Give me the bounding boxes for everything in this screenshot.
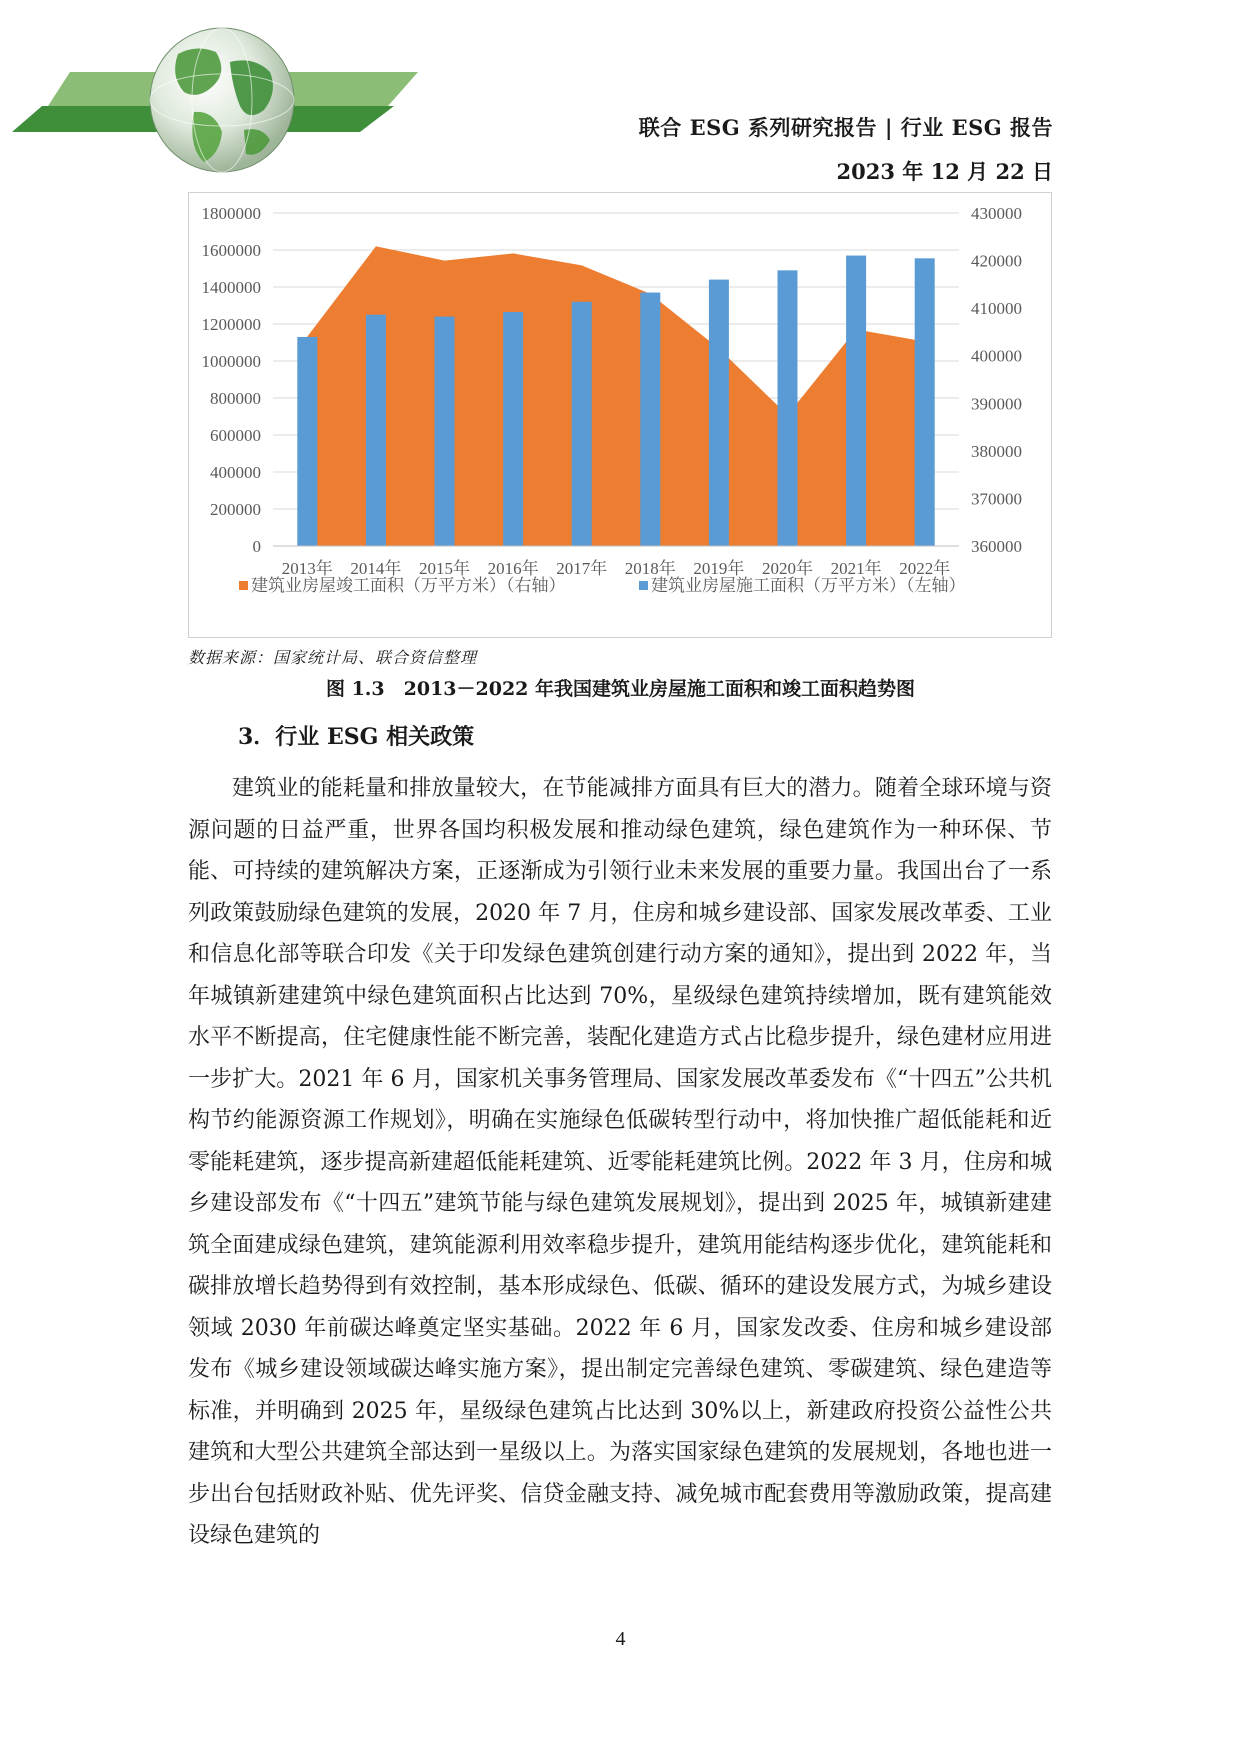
legend-label-completed: 建筑业房屋竣工面积（万平方米）（右轴）	[251, 576, 566, 595]
bar-2020年	[778, 270, 798, 546]
company-logo	[8, 14, 458, 214]
x-tick-label: 2015年	[419, 559, 470, 578]
x-tick-label: 2017年	[556, 559, 608, 578]
x-tick-label: 2022年	[899, 559, 951, 578]
y-left-tick-label: 600000	[210, 426, 261, 445]
y-right-tick-label: 390000	[971, 394, 1022, 414]
y-right-tick-label: 430000	[971, 204, 1022, 223]
bar-2019年	[709, 280, 729, 546]
area-series-completed	[307, 246, 924, 546]
y-left-tick-label: 1200000	[201, 315, 261, 334]
y-left-tick-label: 1600000	[201, 241, 261, 260]
y-right-tick-label: 360000	[971, 537, 1022, 556]
x-tick-label: 2021年	[830, 559, 882, 578]
bar-2017年	[572, 302, 592, 546]
y-left-tick-label: 1800000	[201, 204, 261, 223]
y-right-tick-label: 400000	[971, 346, 1022, 366]
y-left-tick-label: 200000	[210, 500, 261, 519]
bar-2015年	[435, 317, 455, 546]
y-right-tick-label: 420000	[971, 251, 1022, 271]
y-left-tick-label: 0	[252, 537, 261, 556]
section-heading: 3．行业 ESG 相关政策	[238, 724, 475, 750]
report-date: 2023 年 12 月 22 日	[836, 159, 1053, 184]
bar-2021年	[846, 256, 866, 546]
y-right-tick-label: 410000	[971, 299, 1022, 319]
globe-icon	[150, 28, 294, 172]
y-left-tick-label: 400000	[210, 463, 261, 482]
legend-swatch-completed	[239, 581, 248, 590]
figure-caption: 图 1.3 2013－2022 年我国建筑业房屋施工面积和竣工面积趋势图	[325, 678, 916, 700]
bar-2014年	[366, 315, 386, 546]
chart-container	[188, 192, 1052, 638]
x-tick-label: 2018年	[624, 559, 676, 578]
y-right-tick-label: 380000	[971, 441, 1022, 461]
bar-2016年	[503, 312, 523, 546]
x-tick-label: 2019年	[693, 559, 745, 578]
legend-label-construction: 建筑业房屋施工面积（万平方米）（左轴）	[651, 576, 966, 595]
y-left-tick-label: 1000000	[201, 352, 261, 371]
bar-2013年	[297, 337, 317, 546]
legend-swatch-construction	[639, 581, 648, 590]
y-left-tick-label: 1400000	[201, 278, 261, 297]
combo-chart	[189, 193, 1051, 637]
x-tick-label: 2013年	[281, 559, 333, 578]
x-tick-label: 2016年	[487, 559, 539, 578]
source-note: 数据来源：国家统计局、联合资信整理	[188, 648, 478, 667]
report-series-title: 联合 ESG 系列研究报告 | 行业 ESG 报告	[638, 115, 1053, 140]
bar-2022年	[915, 258, 935, 546]
bar-2018年	[640, 293, 660, 546]
y-left-tick-label: 800000	[210, 389, 261, 408]
x-tick-label: 2020年	[762, 559, 813, 578]
x-tick-label: 2014年	[350, 559, 402, 578]
y-right-tick-label: 370000	[971, 489, 1022, 509]
page-number: 4	[615, 1628, 626, 1650]
body-paragraph: 建筑业的能耗量和排放量较大，在节能减排方面具有巨大的潜力。随着全球环境与资源问题的日益严重，世界各国均积极发展和推动绿色建筑，绿色建筑作为一种环保、节能、可持续的建筑解决方案，正逐渐成为引领行业未来发展的重要力量。我国出台了一系列政策鼓励绿色建筑的发展，2020 年 7 月，住房和城乡建设部、国家发展改革委、工业和信息化部等联合印发《关于印发绿色建筑创建行动方案的通知》，提出到 2022 年，当年城镇新建建筑中绿色建筑面积占比达到 70%，星级绿色建筑持续增加，既有建筑能效水平不断提高，住宅健康性能不断完善，装配化建造方式占比稳步提升，绿色建材应用进一步扩大。2021 年 6 月，国家机关事务管理局、国家发展改革委发布《“十四五”公共机构节约能源资源工作规划》，明确在实施绿色低碳转型行动中，将加快推广超低能耗和近零能耗建筑，逐步提高新建超低能耗建筑、近零能耗建筑比例。2022 年 3 月，住房和城乡建设部发布《“十四五”建筑节能与绿色建筑发展规划》，提出到 2025 年，城镇新建建筑全面建成绿色建筑，建筑能源利用效率稳步提升，建筑用能结构逐步优化，建筑能耗和碳排放增长趋势得到有效控制，基本形成绿色、低碳、循环的建设发展方式，为城乡建设领域 2030 年前碳达峰奠定坚实基础。2022 年 6 月，国家发改委、住房和城乡建设部发布《城乡建设领域碳达峰实施方案》，提出制定完善绿色建筑、零碳建筑、绿色建造等标准，并明确到 2025 年，星级绿色建筑占比达到 30%以上，新建政府投资公益性公共建筑和大型公共建筑全部达到一星级以上。为落实国家绿色建筑的发展规划，各地也进一步出台包括财政补贴、优先评奖、信贷金融支持、减免城市配套费用等激励政策，提高建设绿色建筑的	[188, 776, 1052, 1548]
